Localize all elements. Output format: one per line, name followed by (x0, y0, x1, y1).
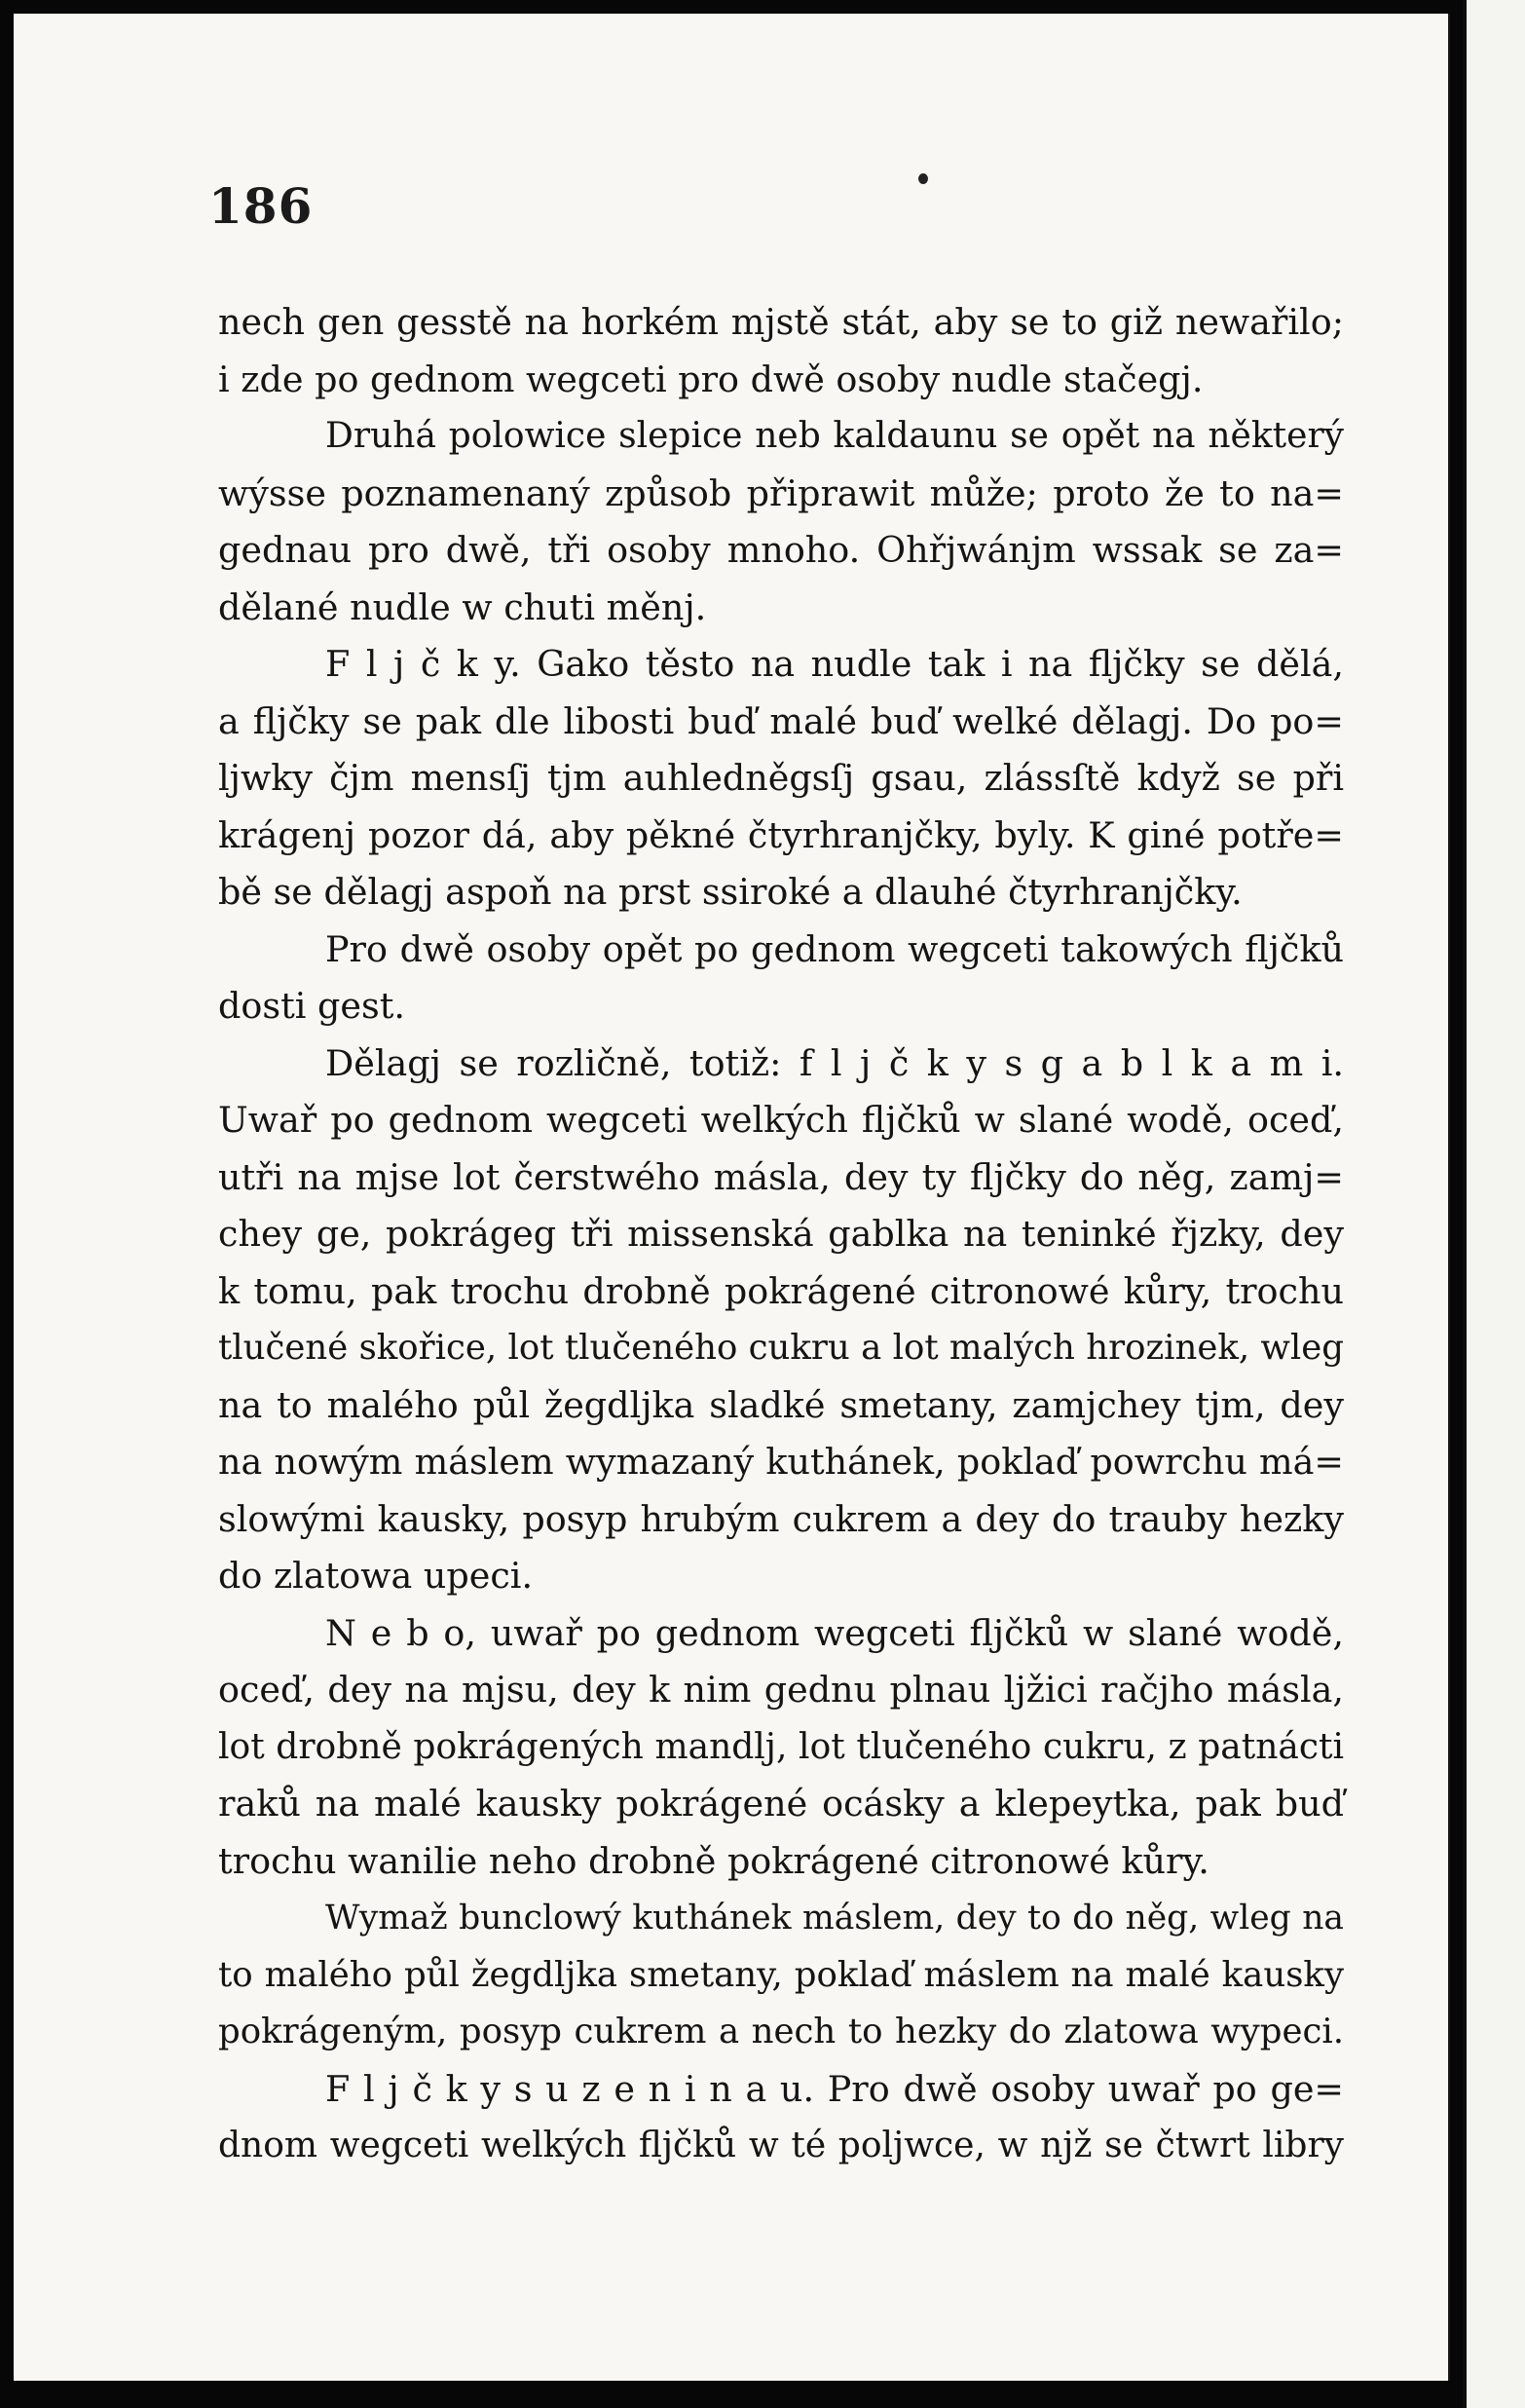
text-line: F l j č k y. Gako těsto na nudle tak i na fljčky se dělá, (325, 643, 1344, 685)
adjacent-page-edge (1463, 0, 1525, 2408)
text-line: do zlatowa upeci. (218, 1555, 534, 1597)
text-line: utři na mjse lot čerstwého másla, dey ty fljčky do něg, zamj= (218, 1155, 1344, 1198)
text-line: pokrágeným, posyp cukrem a nech to hezky do zlatowa wypeci. (218, 2012, 1344, 2051)
text-line: Pro dwě osoby opět po gednom wegceti takowých fljčků (325, 927, 1344, 970)
text-line: trochu wanilie neho drobně pokrágené citronowé kůry. (218, 1839, 1209, 1882)
text-line: oceď, dey na mjsu, dey k nim gednu plnau ljžici račjho másla, (218, 1669, 1344, 1711)
text-line: na nowým máslem wymazaný kuthánek, poklaď powrchu má= (218, 1441, 1344, 1483)
text-line: Dělagj se rozličně, totiž: f l j č k y s g a b l k a m i. (325, 1041, 1344, 1084)
text-line: Uwař po gednom wegceti welkých fljčků w slané wodě, oceď, (218, 1099, 1344, 1141)
text-line: dosti gest. (218, 985, 405, 1027)
text-line: wýsse poznamenaný způsob připrawit může; proto že to na= (218, 471, 1344, 514)
text-line: chey ge, pokrágeg tři missenská gablka na teninké řjzky, dey (218, 1213, 1344, 1255)
text-line: nech gen gesstě na horkém mjstě stát, aby se to giž newařilo; (218, 301, 1344, 343)
text-line: slowými kausky, posyp hrubým cukrem a dey do trauby hezky (218, 1497, 1344, 1540)
text-line: dělané nudle w chuti měnj. (218, 585, 707, 628)
text-line: Wymaž bunclowý kuthánek máslem, dey to do něg, wleg na (325, 1899, 1344, 1938)
text-line: ljwky čjm mensſj tjm auhledněgsſj gsau, zlássſtě když se při (218, 757, 1344, 799)
page-number: 186 (208, 177, 314, 235)
text-line: dnom wegceti welkých fljčků w té poljwce, w njž se čtwrt libry (218, 2126, 1344, 2165)
text-line: krágenj pozor dá, aby pěkné čtyrhranjčky, byly. K giné potře= (218, 813, 1344, 856)
text-line: gednau pro dwě, tři osoby mnoho. Ohřjwánjm wssak se za= (218, 529, 1344, 571)
text-line: N e b o, uwař po gednom wegceti fljčků w slané wodě, (325, 1611, 1344, 1654)
text-line: bě se dělagj aspoň na prst ssiroké a dlauhé čtyrhranjčky. (218, 871, 1243, 913)
text-line: to malého půl žegdljka smetany, poklaď máslem na malé kausky (218, 1954, 1344, 1995)
body-text (218, 294, 1344, 2175)
text-line: Druhá polowice slepice neb kaldaunu se opět na některý (325, 416, 1344, 456)
text-line: lot drobně pokrágených mandlj, lot tlučeného cukru, z patnácti (218, 1726, 1344, 1767)
text-line: i zde po gednom wegceti pro dwě osoby nudle stačegj. (218, 357, 1204, 400)
ink-speck (918, 173, 928, 184)
text-line: k tomu, pak trochu drobně pokrágené citronowé kůry, trochu (218, 1269, 1344, 1312)
text-line: a fljčky se pak dle libosti buď malé buď welké dělagj. Do po= (218, 699, 1344, 742)
text-line: na to malého půl žegdljka sladké smetany, zamjchey tjm, dey (218, 1383, 1344, 1426)
text-line: tlučené skořice, lot tlučeného cukru a lot malých hrozinek, wleg (218, 1328, 1344, 1368)
text-line: F l j č k y s u z e n i n a u. Pro dwě osoby uwař po ge= (325, 2067, 1344, 2110)
text-line: raků na malé kausky pokrágené ocásky a klepeytka, pak buď (218, 1783, 1344, 1825)
